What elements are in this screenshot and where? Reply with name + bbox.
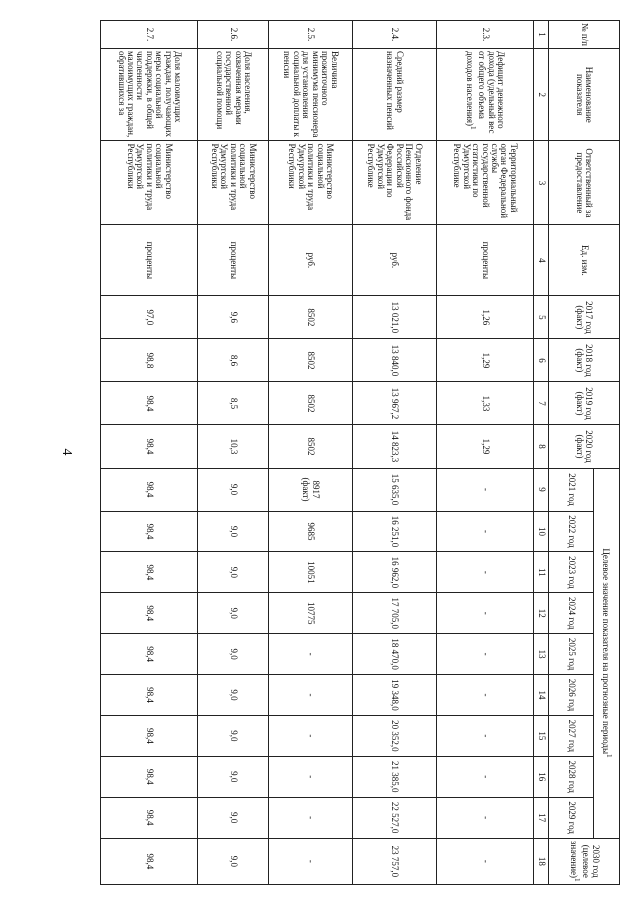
value-cell: 8,5	[198, 382, 269, 425]
indicator-name	[436, 48, 533, 141]
value-cell: -	[268, 756, 352, 797]
value-cell: 98,4	[101, 552, 198, 593]
column-number: 10	[534, 511, 549, 552]
value-cell: 8917 (факт)	[268, 468, 352, 511]
column-number: 6	[534, 339, 549, 382]
indicator-name-text: Величина прожиточного минимума пенсионера для установления социальной доплаты к пенсии	[282, 50, 340, 138]
value-cell: 98,4	[101, 634, 198, 675]
value-cell: 98,4	[101, 593, 198, 634]
value-cell: 98,4	[101, 425, 198, 468]
header-2024: 2024 год	[549, 593, 594, 634]
value-cell: 9,0	[198, 715, 269, 756]
value-cell: -	[436, 756, 533, 797]
header-2030-footnote: 1	[572, 878, 582, 882]
value-cell: 13 021,0	[352, 296, 436, 339]
value-cell: 8,6	[198, 339, 269, 382]
header-2019: 2019 год (факт)	[549, 382, 620, 425]
header-2017: 2017 год (факт)	[549, 296, 620, 339]
responsible-organization: Министерство социальной политики и труда Удмуртской Республики	[198, 141, 269, 225]
column-number: 2	[534, 48, 549, 141]
value-cell: 8502	[268, 382, 352, 425]
value-cell: 98,4	[101, 838, 198, 884]
value-cell: -	[268, 797, 352, 838]
responsible-organization: Министерство социальной политики и труда Удмуртской Республики	[101, 141, 198, 225]
column-number-row	[534, 21, 549, 885]
page-number: 4	[59, 448, 74, 456]
value-cell: -	[436, 715, 533, 756]
indicator-name-text: Средний размер назначенных пенсий	[385, 50, 405, 130]
value-cell: -	[436, 797, 533, 838]
value-cell: 8502	[268, 339, 352, 382]
value-cell: 20 352,0	[352, 715, 436, 756]
value-cell: 9685	[268, 511, 352, 552]
column-number: 12	[534, 593, 549, 634]
indicator-name	[268, 48, 352, 141]
column-number: 3	[534, 141, 549, 225]
value-cell: -	[268, 675, 352, 716]
column-number: 11	[534, 552, 549, 593]
column-number: 1	[534, 21, 549, 49]
indicator-name-text: Доля малоимущих граждан, получающих меры социальной поддержки, в общей численности малоимущих граждан, обратившихся за	[116, 50, 184, 138]
value-cell: -	[436, 593, 533, 634]
value-cell: -	[436, 552, 533, 593]
unit: проценты	[101, 225, 198, 296]
value-cell: 13 840,0	[352, 339, 436, 382]
table-row	[198, 21, 269, 885]
unit: руб.	[352, 225, 436, 296]
value-cell: 98,4	[101, 675, 198, 716]
value-cell: -	[268, 838, 352, 884]
rotated-table-container	[60, 20, 620, 885]
value-cell: 15 635,0	[352, 468, 436, 511]
column-number: 9	[534, 468, 549, 511]
value-cell: -	[268, 634, 352, 675]
value-cell: 18 470,0	[352, 634, 436, 675]
header-num: № п/п	[549, 21, 620, 49]
value-cell: 9,0	[198, 634, 269, 675]
header-target-group	[594, 468, 620, 838]
column-number: 17	[534, 797, 549, 838]
value-cell: 9,0	[198, 797, 269, 838]
value-cell: 9,0	[198, 756, 269, 797]
value-cell: 97,0	[101, 296, 198, 339]
table-row	[101, 21, 198, 885]
indicator-name-text: Доля населения, охваченная мерами государственной социальной помощи	[214, 50, 253, 130]
responsible-organization: Территориальный орган Федеральной службы государственной статистики по Удмуртской Республике	[436, 141, 533, 225]
value-cell: 1,29	[436, 339, 533, 382]
value-cell: 22 527,0	[352, 797, 436, 838]
header-2025: 2025 год	[549, 634, 594, 675]
header-2022: 2022 год	[549, 511, 594, 552]
value-cell: 9,0	[198, 468, 269, 511]
value-cell: 98,4	[101, 468, 198, 511]
table-body	[101, 21, 534, 885]
table-row	[268, 21, 352, 885]
value-cell: 1,26	[436, 296, 533, 339]
value-cell: -	[436, 468, 533, 511]
indicator-footnote-mark: 1	[468, 125, 478, 130]
column-number: 7	[534, 382, 549, 425]
header-target-group-footnote: 1	[604, 754, 614, 758]
value-cell: 9,0	[198, 511, 269, 552]
header-2027: 2027 год	[549, 715, 594, 756]
header-2018: 2018 год (факт)	[549, 339, 620, 382]
header-2023: 2023 год	[549, 552, 594, 593]
header-2026: 2026 год	[549, 675, 594, 716]
column-number: 15	[534, 715, 549, 756]
value-cell: 14 823,3	[352, 425, 436, 468]
value-cell: 9,0	[198, 593, 269, 634]
header-name: Наименование показателя	[549, 48, 620, 141]
column-number: 16	[534, 756, 549, 797]
value-cell: -	[436, 634, 533, 675]
value-cell: 1,33	[436, 382, 533, 425]
value-cell: 8502	[268, 425, 352, 468]
value-cell: 19 348,0	[352, 675, 436, 716]
value-cell: 16 251,0	[352, 511, 436, 552]
unit: проценты	[198, 225, 269, 296]
row-number: 2.3.	[436, 21, 533, 49]
header-2029: 2029 год	[549, 797, 594, 838]
unit: руб.	[268, 225, 352, 296]
header-unit: Ед. изм.	[549, 225, 620, 296]
row-number: 2.7.	[101, 21, 198, 49]
value-cell: 21 385,0	[352, 756, 436, 797]
indicator-name-text: Дефицит денежного дохода (удельный вес от общего объема доходов населения)	[464, 50, 507, 134]
value-cell: 10775	[268, 593, 352, 634]
value-cell: 9,0	[198, 552, 269, 593]
indicator-table	[100, 20, 620, 885]
column-number: 14	[534, 675, 549, 716]
value-cell: 98,4	[101, 382, 198, 425]
indicator-name	[101, 48, 198, 141]
value-cell: -	[436, 675, 533, 716]
column-number: 5	[534, 296, 549, 339]
value-cell: 10,3	[198, 425, 269, 468]
table-row	[352, 21, 436, 885]
column-number: 8	[534, 425, 549, 468]
indicator-name	[352, 48, 436, 141]
value-cell: 17 705,0	[352, 593, 436, 634]
value-cell: -	[268, 715, 352, 756]
value-cell: 9,0	[198, 675, 269, 716]
value-cell: 98,8	[101, 339, 198, 382]
header-2020: 2020 год (факт)	[549, 425, 620, 468]
value-cell: 9,6	[198, 296, 269, 339]
value-cell: 10051	[268, 552, 352, 593]
header-2030-text: 2030 год (целевое значение)	[568, 840, 601, 879]
unit: проценты	[436, 225, 533, 296]
value-cell: 1,29	[436, 425, 533, 468]
row-number: 2.5.	[268, 21, 352, 49]
header-target-group-text: Целевое значение показателя на прогнозные периоды	[600, 548, 611, 755]
column-number: 13	[534, 634, 549, 675]
value-cell: -	[436, 838, 533, 884]
responsible-organization: Отделение Пенсионного фонда Российской Федерации по Удмуртской Республике	[352, 141, 436, 225]
header-2030	[549, 838, 620, 884]
column-number: 4	[534, 225, 549, 296]
value-cell: -	[436, 511, 533, 552]
value-cell: 98,4	[101, 715, 198, 756]
value-cell: 13 967,2	[352, 382, 436, 425]
responsible-organization: Министерство социальной политики и труда Удмуртской Республики	[268, 141, 352, 225]
value-cell: 16 962,0	[352, 552, 436, 593]
column-number: 18	[534, 838, 549, 884]
value-cell: 9,0	[198, 838, 269, 884]
value-cell: 23 757,0	[352, 838, 436, 884]
header-2021: 2021 год	[549, 468, 594, 511]
row-number: 2.6.	[198, 21, 269, 49]
header-responsible: Ответственный за предоставление	[549, 141, 620, 225]
row-number: 2.4.	[352, 21, 436, 49]
value-cell: 98,4	[101, 797, 198, 838]
table-row	[436, 21, 533, 885]
indicator-name	[198, 48, 269, 141]
value-cell: 98,4	[101, 756, 198, 797]
value-cell: 98,4	[101, 511, 198, 552]
header-2028: 2028 год	[549, 756, 594, 797]
value-cell: 8502	[268, 296, 352, 339]
